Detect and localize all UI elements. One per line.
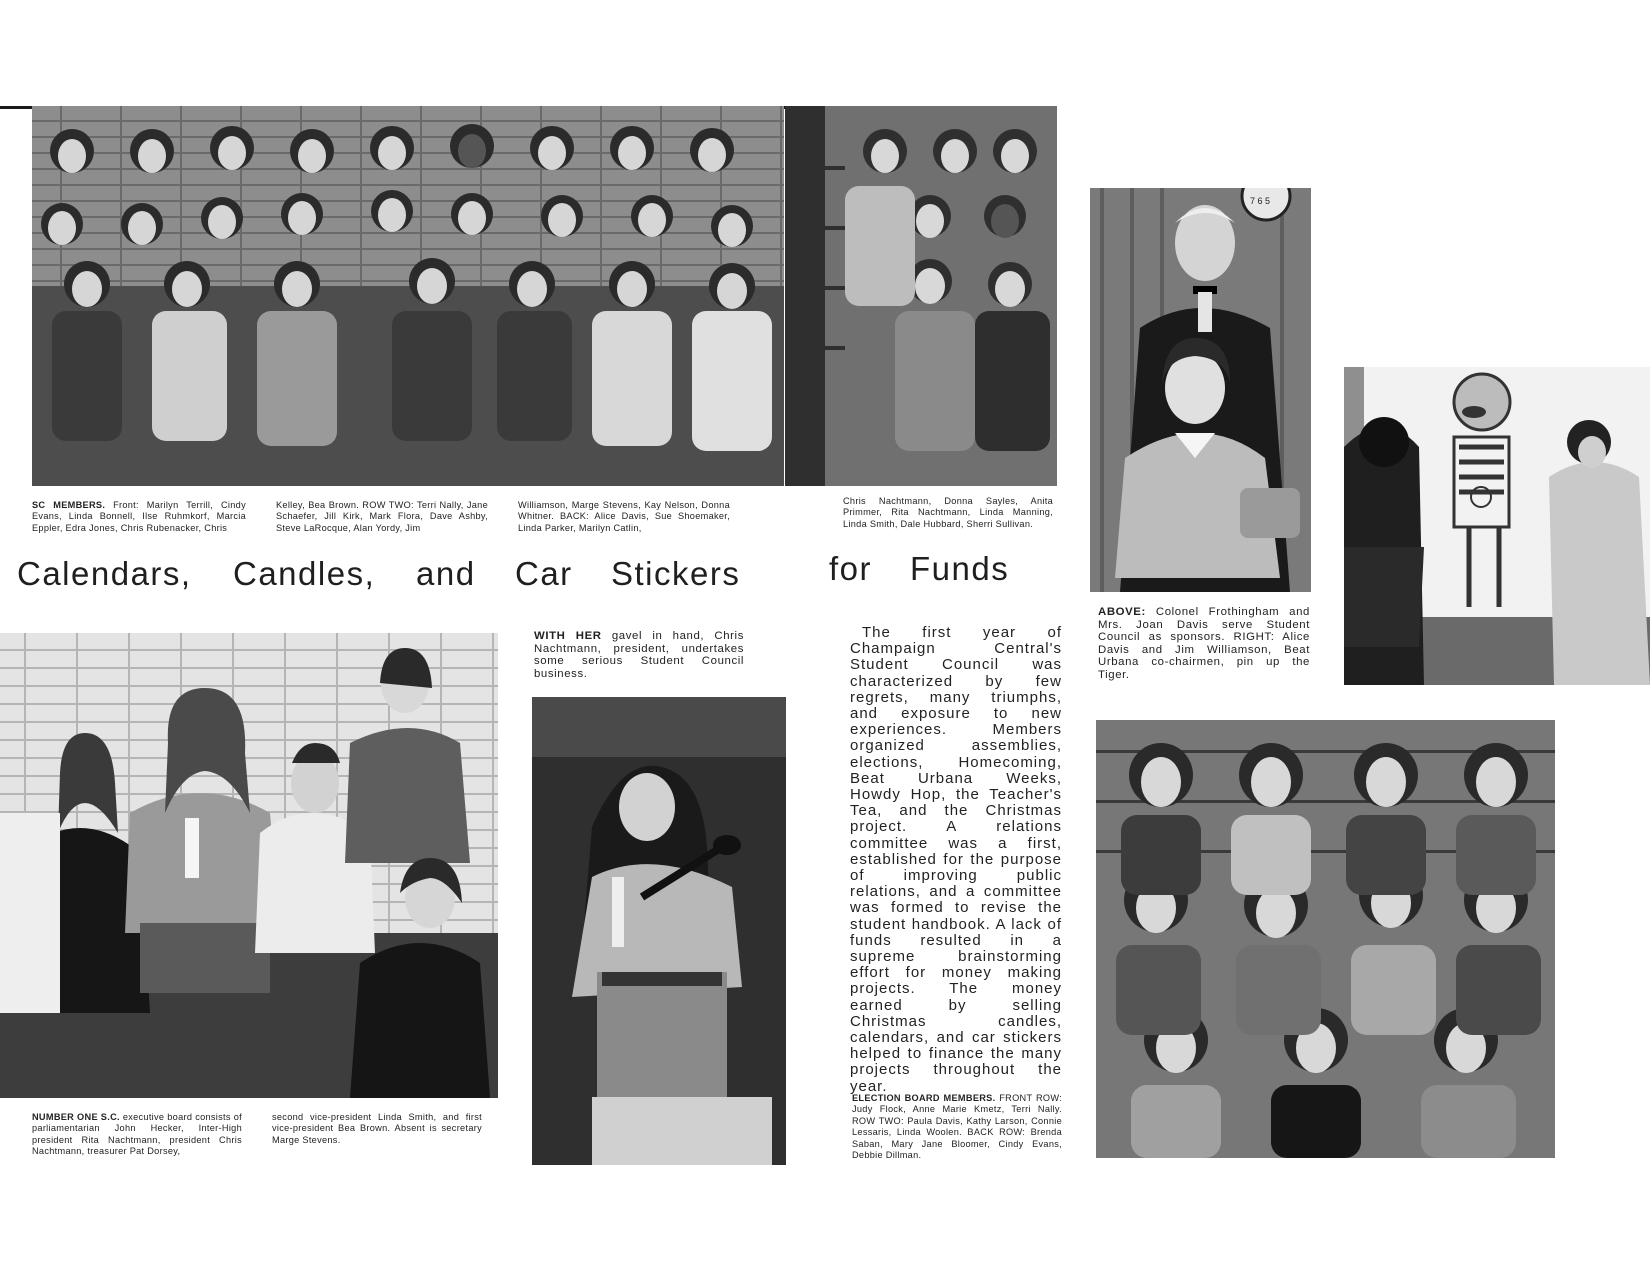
headline-word-3: and [416,555,476,592]
sc-members-caption-col2 [276,500,488,534]
sc-members-photo-right [785,106,1057,486]
sc-members-caption-col1 [32,500,246,534]
sc-members-caption-text-3: Williamson, Marge Stevens, Kay Nelson, Donna Whitner. BACK: Alice Davis, Sue Shoemaker, Linda Parker, Marilyn Catlin, [518,500,730,533]
main-story: The first year of Champaign Central's Student Council was characterized by few regrets, many triumphs, and exposure to new experiences. Members organized assemblies, elections, Homecoming, Beat Urbana Weeks, Howdy Hop, the Teacher's Tea, and the Christmas project. A relations committee was a first, established for the purpose of improving public relations, and a committee was formed to revise the student handbook. A lack of funds resulted in a supreme brainstorming effort for money making projects. The money earned by selling Christmas candles, calendars, and car stickers helped to finance the many projects throughout the year. [850,624,1062,1095]
clock-digits: 7 6 5 [1250,196,1271,206]
above-caption [1098,606,1310,682]
headline-word-4: Car [515,555,573,592]
election-board-caption-text: FRONT ROW: Judy Flock, Anne Marie Kmetz, Terri Nally. ROW TWO: Paula Davis, Kathy Larson, Connie Lessaris, Linda Woolen. BACK ROW: Brenda Saban, Mary Jane Bloomer, Cindy Evans, Debbie Dillman. [852,1093,1063,1161]
number-one-caption-text-2: second vice-president Linda Smith, and first vice-president Bea Brown. Absent is secretary Marge Stevens. [272,1112,482,1145]
sc-members-caption-col3 [518,500,730,534]
sc-members-caption-text-2: Kelley, Bea Brown. ROW TWO: Terri Nally, Jane Schaefer, Jill Kirk, Mark Flora, Dave Ashby, Steve LaRocque, Alan Yordy, Jim [276,500,488,533]
headline-word-1: Calendars, [17,555,192,592]
with-her-caption-text: gavel in hand, Chris Nachtmann, president, undertakes some serious Student Council business. [534,630,744,680]
sc-members-caption-col4 [843,496,1053,530]
sc-members-caption-text-4: Chris Nachtmann, Donna Sayles, Anita Primmer, Rita Nachtmann, Linda Manning, Linda Smith, Dale Hubbard, Sherri Sullivan. [843,496,1053,529]
election-board-photo [1096,720,1555,1158]
number-one-caption-col2 [272,1112,482,1146]
headline-word-5: Stickers [611,555,741,592]
sponsors-photo [1090,188,1311,592]
election-board-caption-lead: ELECTION BOARD MEMBERS. [852,1093,996,1103]
headline-word-7: Funds [910,550,1010,587]
with-her-caption [534,630,744,680]
headline-word-6: for [829,550,873,587]
sc-members-caption-lead: SC MEMBERS. [32,500,106,510]
gavel-photo [532,697,786,1165]
with-her-caption-lead: WITH HER [534,630,602,642]
number-one-caption-lead: NUMBER ONE S.C. [32,1112,120,1122]
above-caption-text: Colonel Frothingham and Mrs. Joan Davis serve Student Council as sponsors. RIGHT: Alice Davis and Jim Williamson, Beat Urbana co-chairmen, pin up the Tiger. [1098,606,1310,681]
number-one-caption-text-1: executive board consists of parliamentarian John Hecker, Inter-High president Rita Nachtmann, president Chris Nachtmann, treasurer Pat Dorsey, [32,1112,242,1157]
sc-members-photo-left [32,106,784,486]
sc-members-caption-text-1: Front: Marilyn Terrill, Cindy Evans, Linda Bonnell, Ilse Ruhmkorf, Marcia Eppler, Edra Jones, Chris Rubenacker, Chris [32,500,246,533]
headline-word-2: Candles, [233,555,376,592]
number-one-caption-col1 [32,1112,242,1158]
above-caption-lead: ABOVE: [1098,606,1146,618]
executive-board-photo [0,633,498,1098]
tiger-poster-photo [1344,367,1650,685]
election-board-caption [852,1093,1062,1161]
